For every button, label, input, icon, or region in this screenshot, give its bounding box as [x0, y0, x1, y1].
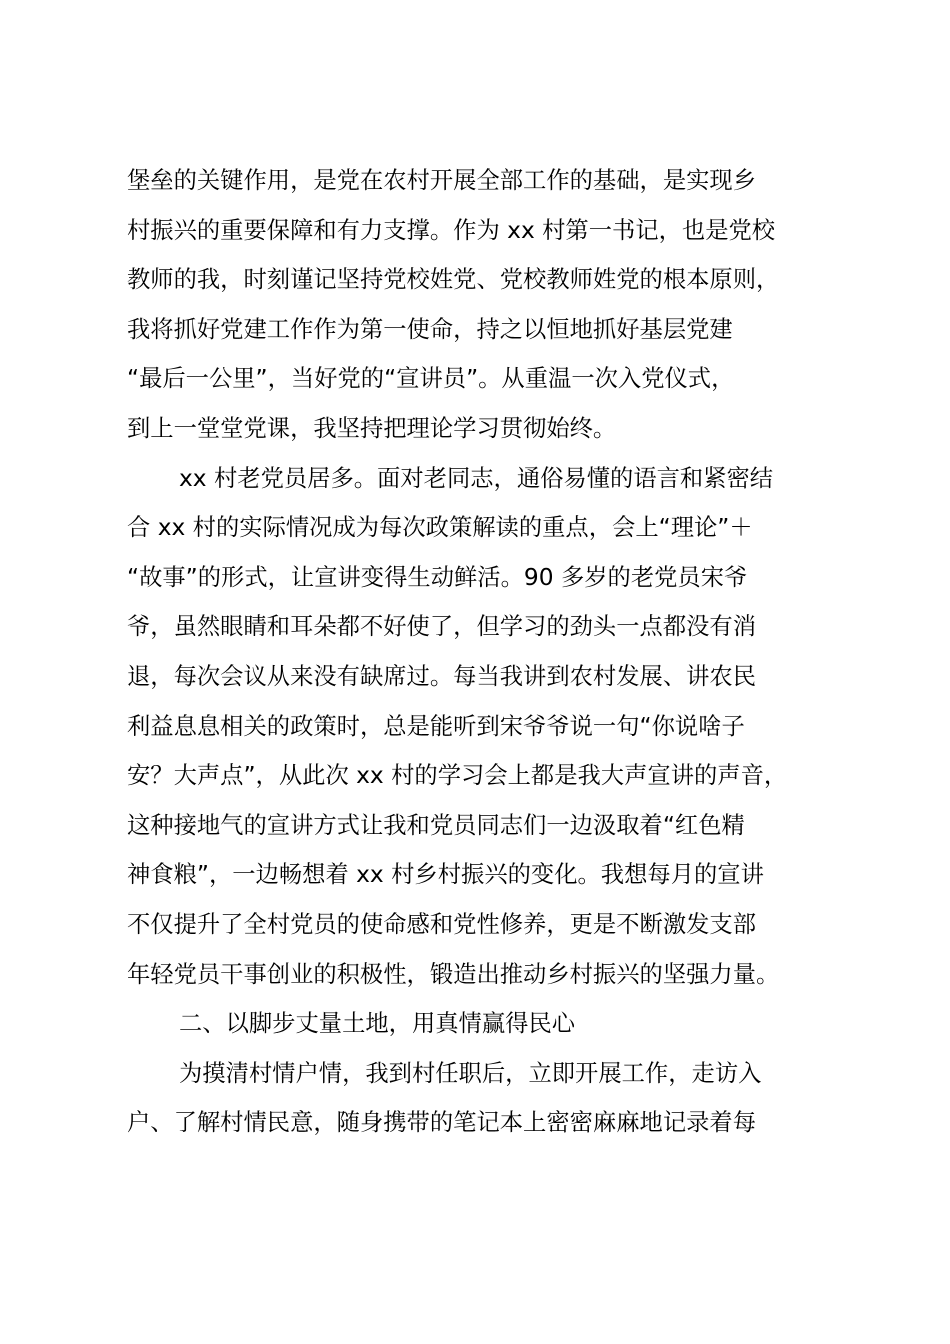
- text-line: 安？大声点”，从此次 xx 村的学习会上都是我大声宣讲的声音，: [127, 762, 788, 790]
- text-line: 到上一堂堂党课，我坚持把理论学习贯彻始终。: [127, 414, 617, 442]
- text-line: 退，每次会议从来没有缺席过。每当我讲到农村发展、讲农民: [127, 662, 757, 690]
- text-line: 户、了解村情民意，随身携带的笔记本上密密麻麻地记录着每: [127, 1109, 757, 1137]
- text-line: “最后一公里”，当好党的“宣讲员”。从重温一次入党仪式，: [127, 365, 735, 393]
- text-line: 教师的我，时刻谨记坚持党校姓党、党校教师姓党的根本原则，: [127, 266, 780, 294]
- text-line: 爷，虽然眼睛和耳朵都不好使了，但学习的劲头一点都没有消: [127, 613, 757, 641]
- text-line: 利益息息相关的政策时，总是能听到宋爷爷说一句“你说啥子: [127, 712, 745, 740]
- text-line: 为摸清村情户情，我到村任职后，立即开展工作，走访入: [179, 1059, 762, 1087]
- text-line: 我将抓好党建工作作为第一使命，持之以恒地抓好基层党建: [127, 315, 733, 343]
- text-line: 年轻党员干事创业的积极性，锻造出推动乡村振兴的坚强力量。: [127, 960, 780, 988]
- text-line: 二、以脚步丈量土地，用真情赢得民心: [179, 1010, 576, 1038]
- text-line: 村振兴的重要保障和有力支撑。作为 xx 村第一书记，也是党校: [127, 216, 776, 244]
- text-line: 合 xx 村的实际情况成为每次政策解读的重点，会上“理论”＋: [127, 514, 753, 542]
- text-line: “故事”的形式，让宣讲变得生动鲜活。90 多岁的老党员宋爷: [127, 563, 748, 591]
- body-text: [127, 156, 867, 1148]
- text-line: 堡垒的关键作用，是党在农村开展全部工作的基础，是实现乡: [127, 167, 757, 194]
- text-line: 不仅提升了全村党员的使命感和党性修养，更是不断激发支部: [127, 910, 757, 938]
- text-line: 这种接地气的宣讲方式让我和党员同志们一边汲取着“红色精: [127, 811, 745, 839]
- text-line: xx 村老党员居多。面对老同志，通俗易懂的语言和紧密结: [179, 464, 774, 492]
- text-line: 神食粮”，一边畅想着 xx 村乡村振兴的变化。我想每月的宣讲: [127, 861, 764, 889]
